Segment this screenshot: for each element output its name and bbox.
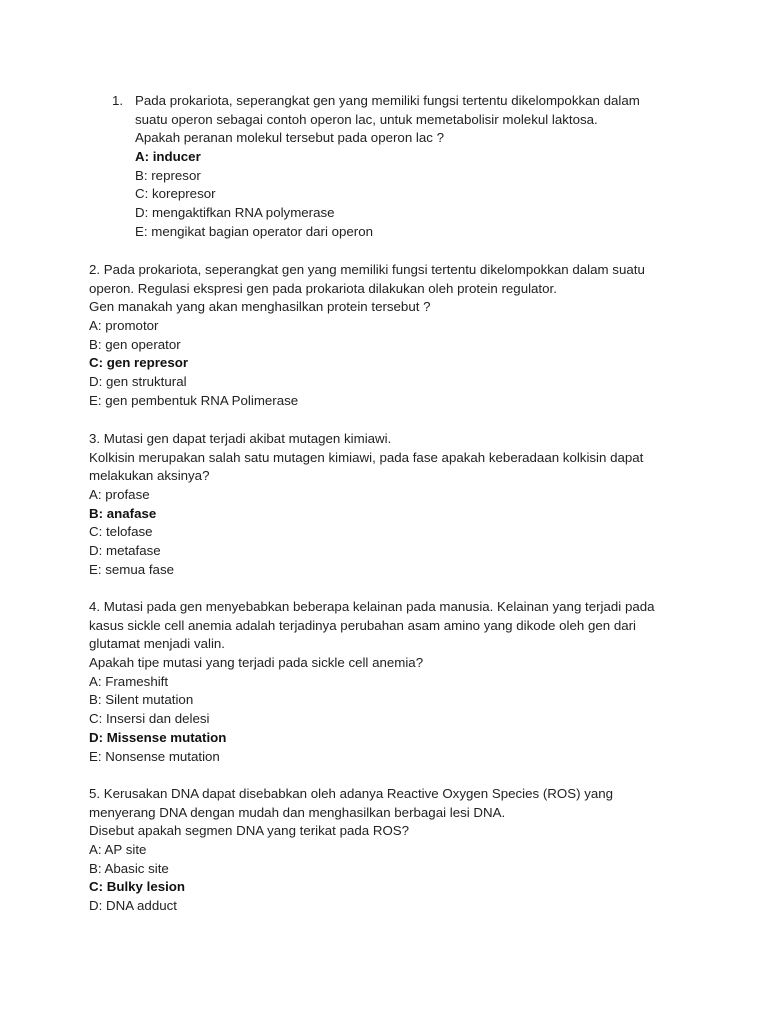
question-1-option-b: B: represor [135,167,201,183]
question-2-option-b: B: gen operator [89,336,181,352]
question-4-option-a: A: Frameshift [89,673,169,689]
question-4 [89,598,689,766]
question-2-option-d: D: gen struktural [89,374,187,390]
question-4-stem-line: glutamat menjadi valin. [89,636,225,652]
question-3-stem-line: 3. Mutasi gen dapat terjadi akibat mutagen kimiawi. [89,431,392,446]
question-4-stem-line: Apakah tipe mutasi yang terjadi pada sickle cell anemia? [89,655,424,671]
question-4-option-d: D: Missense mutation [89,729,227,745]
question-5-stem-line: menyerang DNA dengan mudah dan menghasilkan berbagai lesi DNA. [89,804,506,820]
question-2 [89,261,689,411]
question-2-option-c: C: gen represor [89,355,189,371]
question-1-number: 1. [112,93,124,108]
question-3-option-d: D: metafase [89,543,161,559]
question-5-option-a: A: AP site [89,842,147,858]
question-4-stem-line: 4. Mutasi pada gen menyebabkan beberapa kelainan pada manusia. Kelainan yang terjadi pada [89,599,655,614]
question-3 [89,430,689,580]
question-2-stem-line: operon. Regulasi ekspresi gen pada prokariota dilakukan oleh protein regulator. [89,280,557,296]
question-5-option-b: B: Abasic site [89,860,169,876]
question-5-option-d: D: DNA adduct [89,898,177,914]
question-2-option-a: A: promotor [89,318,159,334]
question-2-stem-line: Gen manakah yang akan menghasilkan protein tersebut ? [89,299,431,315]
question-3-stem-line: melakukan aksinya? [89,468,210,484]
question-4-stem-line: kasus sickle cell anemia adalah terjadinya perubahan asam amino yang dikode oleh gen dari [89,617,636,633]
question-1-option-e: E: mengikat bagian operator dari operon [135,223,374,239]
question-1-body [135,92,712,242]
question-1-option-c: C: korepresor [135,186,216,202]
question-3-option-b: B: anafase [89,505,157,521]
question-2-option-e: E: gen pembentuk RNA Polimerase [89,392,299,408]
question-4-option-b: B: Silent mutation [89,692,194,708]
question-1-option-a: A: inducer [135,149,201,165]
question-5-stem-line: 5. Kerusakan DNA dapat disebabkan oleh adanya Reactive Oxygen Species (ROS) yang [89,786,614,801]
question-3-stem-line: Kolkisin merupakan salah satu mutagen kimiawi, pada fase apakah keberadaan kolkisin dapat [89,449,644,465]
question-5-stem-line: Disebut apakah segmen DNA yang terikat pada ROS? [89,823,410,839]
question-4-option-c: C: Insersi dan delesi [89,711,210,727]
question-1-option-d: D: mengaktifkan RNA polymerase [135,205,335,221]
question-5 [89,785,689,916]
question-1 [112,92,712,242]
question-3-option-e: E: semua fase [89,561,174,577]
question-1-stem-line: suatu operon sebagai contoh operon lac, untuk memetabolisir molekul laktosa. [135,111,598,127]
question-1-stem-line: Apakah peranan molekul tersebut pada operon lac ? [135,130,444,146]
question-1-stem-line: Pada prokariota, seperangkat gen yang memiliki fungsi tertentu dikelompokkan dalam [135,93,640,108]
question-5-option-c: C: Bulky lesion [89,879,186,895]
question-2-stem-line: 2. Pada prokariota, seperangkat gen yang memiliki fungsi tertentu dikelompokkan dalam suatu [89,262,645,277]
question-3-option-a: A: profase [89,487,150,503]
question-4-option-e: E: Nonsense mutation [89,748,220,764]
question-3-option-c: C: telofase [89,524,153,540]
